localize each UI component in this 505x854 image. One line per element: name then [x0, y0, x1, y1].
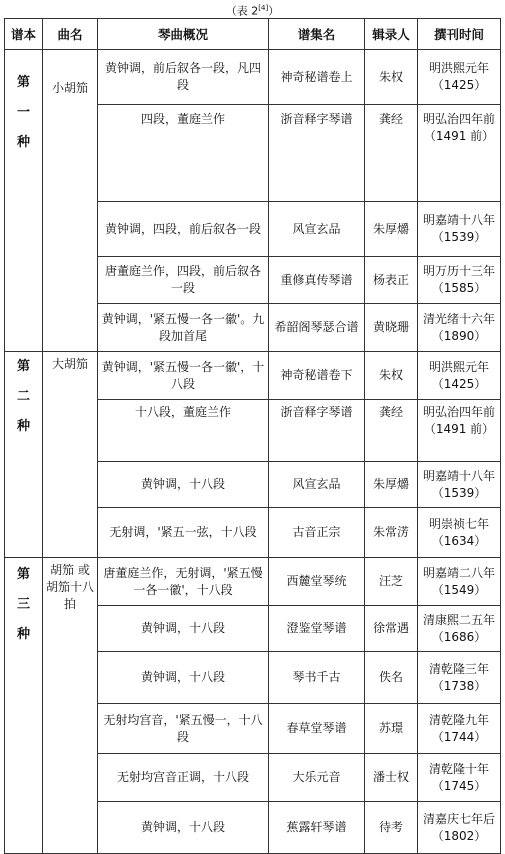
summary-cell: 无射调，'紧五一弦，十八段: [98, 508, 269, 558]
compiler-cell: 徐常遇: [365, 606, 418, 652]
header-cell: 曲名: [43, 19, 98, 50]
compiler-cell: 朱厚爝: [365, 202, 418, 257]
category-cell: 第 二 种: [5, 352, 43, 558]
collection-cell: 重修真传琴谱: [269, 257, 365, 304]
time-cell: 明嘉靖十八年（1539）: [418, 462, 501, 508]
time-cell: 清嘉庆七年后（1802）: [418, 802, 501, 854]
category-cell: 第 一 种: [5, 50, 43, 352]
time-cell: 清乾隆三年（1738）: [418, 652, 501, 704]
time-cell: 明洪熙元年（1425）: [418, 50, 501, 105]
time-cell: 清乾隆九年（1744）: [418, 704, 501, 754]
collection-cell: 春草堂琴谱: [269, 704, 365, 754]
time-cell: 清光绪十六年（1890）: [418, 304, 501, 352]
time-cell: 清乾隆十年（1745）: [418, 754, 501, 802]
summary-cell: 黄钟调，'紧五慢一各一徽'，十八段: [98, 352, 269, 400]
compiler-cell: 待考: [365, 802, 418, 854]
collection-cell: 风宣玄品: [269, 202, 365, 257]
header-row: [5, 19, 501, 50]
summary-cell: 黄钟调，十八段: [98, 462, 269, 508]
collection-cell: 神奇秘谱卷下: [269, 352, 365, 400]
time-cell: 明嘉靖十八年（1539）: [418, 202, 501, 257]
header-cell: 琴曲概况: [98, 19, 269, 50]
collection-cell: 古音正宗: [269, 508, 365, 558]
time-cell: 清康熙二五年（1686）: [418, 606, 501, 652]
compiler-cell: 朱厚爝: [365, 462, 418, 508]
piece-name-cell: 胡笳 或胡笳十八拍: [43, 558, 98, 854]
table-row: [5, 50, 501, 105]
collection-cell: 风宣玄品: [269, 462, 365, 508]
piece-name-cell: 大胡笳: [43, 352, 98, 558]
time-cell: 明弘治四年前（1491 前）: [418, 105, 501, 202]
table-row: [5, 558, 501, 606]
summary-cell: 黄钟调，前后叙各一段，凡四段: [98, 50, 269, 105]
collection-cell: 澄鉴堂琴谱: [269, 606, 365, 652]
table-row: [5, 352, 501, 400]
summary-cell: 黄钟调，'紧五慢一各一徽'。九段加首尾: [98, 304, 269, 352]
collection-cell: 西麓堂琴统: [269, 558, 365, 606]
time-cell: 明弘治四年前（1491 前）: [418, 400, 501, 462]
summary-cell: 无射均宫音，'紧五慢一，十八段: [98, 704, 269, 754]
summary-cell: 黄钟调，十八段: [98, 802, 269, 854]
compiler-cell: 龚经: [365, 105, 418, 202]
compiler-cell: 潘士权: [365, 754, 418, 802]
summary-cell: 十八段，董庭兰作: [98, 400, 269, 462]
time-cell: 明嘉靖二八年（1549）: [418, 558, 501, 606]
summary-cell: 唐董庭兰作，四段，前后叙各一段: [98, 257, 269, 304]
summary-cell: 四段，董庭兰作: [98, 105, 269, 202]
header-cell: 辑录人: [365, 19, 418, 50]
summary-cell: 黄钟调，四段，前后叙各一段: [98, 202, 269, 257]
compiler-cell: 苏璟: [365, 704, 418, 754]
collection-cell: 蕉露轩琴谱: [269, 802, 365, 854]
summary-cell: 黄钟调，十八段: [98, 652, 269, 704]
summary-cell: 黄钟调，十八段: [98, 606, 269, 652]
qin-score-table: [4, 18, 501, 854]
collection-cell: 浙音释字琴谱: [269, 105, 365, 202]
caption-footnote: [4]: [258, 4, 269, 12]
compiler-cell: 黄晓珊: [365, 304, 418, 352]
time-cell: 明崇祯七年（1634）: [418, 508, 501, 558]
compiler-cell: 佚名: [365, 652, 418, 704]
compiler-cell: 杨表正: [365, 257, 418, 304]
piece-name-cell: 小胡笳: [43, 50, 98, 352]
collection-cell: 希韶阁琴瑟合谱: [269, 304, 365, 352]
collection-cell: 大乐元音: [269, 754, 365, 802]
collection-cell: 神奇秘谱卷上: [269, 50, 365, 105]
compiler-cell: 朱权: [365, 352, 418, 400]
compiler-cell: 朱常淓: [365, 508, 418, 558]
compiler-cell: 龚经: [365, 400, 418, 462]
category-cell: 第 三 种: [5, 558, 43, 854]
collection-cell: 琴书千古: [269, 652, 365, 704]
collection-cell: 浙音释字琴谱: [269, 400, 365, 462]
summary-cell: 唐董庭兰作，无射调，'紧五慢一各一徽'，十八段: [98, 558, 269, 606]
time-cell: 明洪熙元年（1425）: [418, 352, 501, 400]
time-cell: 明万历十三年（1585）: [418, 257, 501, 304]
compiler-cell: 汪芝: [365, 558, 418, 606]
compiler-cell: 朱权: [365, 50, 418, 105]
table-caption: （表 2[4]）: [225, 4, 280, 18]
header-cell: 谱集名: [269, 19, 365, 50]
header-cell: 撰刊时间: [418, 19, 501, 50]
summary-cell: 无射均宫音正调，十八段: [98, 754, 269, 802]
header-cell: 谱本: [5, 19, 43, 50]
